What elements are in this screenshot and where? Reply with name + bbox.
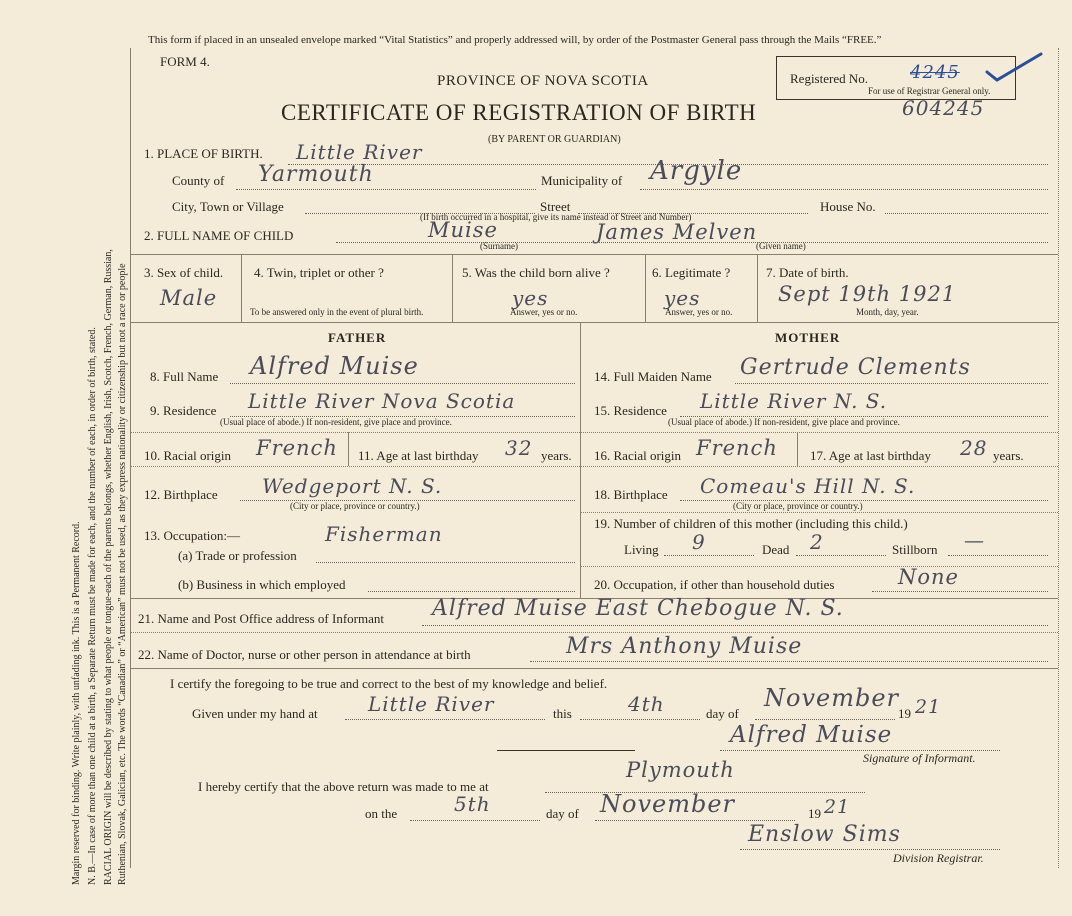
children-label: 19. Number of children of this mother (including this child.)	[594, 516, 908, 531]
mother-residence-label: 15. Residence	[594, 403, 667, 418]
county-label: County of	[172, 173, 225, 188]
legitimate-value: yes	[664, 286, 701, 310]
return-day-line	[410, 820, 540, 821]
mother-heading: MOTHER	[775, 330, 841, 345]
father-birthplace-value: Wedgeport N. S.	[262, 474, 443, 498]
father-residence-value: Little River Nova Scotia	[248, 389, 516, 413]
informant-label: 21. Name and Post Office address of Informant	[138, 611, 384, 626]
informant-value: Alfred Muise East Chebogue N. S.	[432, 596, 844, 621]
return-year-prefix: 19	[808, 806, 821, 821]
mother-age-label: 17. Age at last birthday	[810, 448, 931, 463]
return-month-line	[595, 820, 795, 821]
year-prefix: 19	[898, 706, 911, 721]
registered-number-hand: 604245	[902, 96, 985, 120]
mother-occupation-value: None	[898, 565, 959, 589]
dead-value: 2	[810, 530, 824, 554]
father-name-value: Alfred Muise	[250, 352, 419, 380]
check-mark-icon	[985, 50, 1045, 84]
month-line	[755, 719, 895, 720]
cert-top-line	[130, 668, 1058, 669]
return-statement: I hereby certify that the above return was made to me at	[198, 779, 489, 794]
return-month: November	[600, 790, 736, 818]
mother-age-years: years.	[993, 448, 1024, 463]
mother-racial-divider	[797, 432, 798, 466]
twin-note: To be answered only in the event of plural birth.	[250, 307, 424, 317]
registered-label: Registered No.	[790, 71, 868, 86]
mother-name-line	[735, 383, 1048, 384]
business-label: (b) Business in which employed	[178, 577, 346, 592]
father-residence-label: 9. Residence	[150, 403, 217, 418]
row20-top-line	[580, 566, 1058, 567]
living-line	[664, 555, 754, 556]
form-number: FORM 4.	[160, 54, 210, 69]
county-value: Yarmouth	[258, 162, 374, 187]
row3-divider-2	[452, 254, 453, 322]
municipality-label: Municipality of	[541, 173, 623, 188]
father-birthplace-label: 12. Birthplace	[144, 487, 218, 502]
page-subtitle: (BY PARENT OR GUARDIAN)	[488, 134, 621, 145]
municipality-value: Argyle	[650, 156, 743, 186]
child-name-line	[336, 242, 1048, 243]
mother-birthplace-note: (City or place, province or country.)	[733, 501, 863, 511]
father-occupation-value: Fisherman	[325, 522, 443, 546]
row12-top-line	[130, 466, 1058, 467]
certify-statement: I certify the foregoing to be true and correct to the best of my knowledge and belief.	[170, 676, 608, 691]
month-value: November	[764, 684, 900, 712]
registrar-label: Division Registrar.	[893, 851, 984, 865]
dob-value: Sept 19th 1921	[778, 282, 957, 306]
doctor-line	[530, 661, 1048, 662]
row3-divider-1	[241, 254, 242, 322]
twin-label: 4. Twin, triplet or other ?	[254, 265, 384, 280]
dead-label: Dead	[762, 542, 790, 557]
mother-birthplace-value: Comeau's Hill N. S.	[700, 474, 916, 498]
province-heading: PROVINCE OF NOVA SCOTIA	[437, 73, 649, 89]
father-residence-note: (Usual place of abode.) If non-resident, give place and province.	[220, 417, 452, 427]
day-label: day of	[706, 706, 739, 721]
child-given-name: James Melven	[596, 220, 758, 244]
row3-bottom-line	[130, 322, 1058, 323]
legitimate-label: 6. Legitimate ?	[652, 265, 731, 280]
doctor-value: Mrs Anthony Muise	[566, 634, 803, 659]
street-label: Street	[540, 199, 571, 214]
registrar-signature-line	[740, 849, 1000, 850]
trade-label: (a) Trade or profession	[178, 548, 297, 563]
informant-signature-label: Signature of Informant.	[863, 751, 976, 765]
house-line	[885, 213, 1048, 214]
mother-name-value: Gertrude Clements	[740, 355, 971, 380]
row3-divider-4	[757, 254, 758, 322]
mother-occupation-label: 20. Occupation, if other than household duties	[594, 577, 835, 592]
alive-value: yes	[512, 286, 549, 310]
stillborn-value: —	[964, 528, 985, 552]
margin-note-2: N. B.—In case of more than one child at a birth, a Separate Return must be made for each, and the number of each, in order of birth, stated.	[87, 327, 98, 885]
dob-label: 7. Date of birth.	[766, 265, 849, 280]
registered-value: 4245	[910, 62, 960, 83]
trade-line	[316, 562, 575, 563]
this-label: this	[553, 706, 572, 721]
given-place: Little River	[368, 692, 495, 716]
mother-occupation-line	[872, 591, 1048, 592]
city-label: City, Town or Village	[172, 199, 284, 214]
return-place: Plymouth	[626, 758, 735, 782]
on-label: on the	[365, 806, 398, 821]
father-name-line	[230, 383, 575, 384]
informant-line	[422, 625, 1048, 626]
house-label: House No.	[820, 199, 876, 214]
given-place-line	[345, 719, 545, 720]
return-year: 21	[824, 796, 851, 818]
county-line	[236, 189, 536, 190]
mother-racial-value: French	[696, 436, 778, 460]
page-title: CERTIFICATE OF REGISTRATION OF BIRTH	[281, 100, 757, 125]
father-racial-divider	[348, 432, 349, 466]
return-day: 5th	[454, 792, 491, 816]
day-value: 4th	[628, 692, 665, 716]
informant-signature: Alfred Muise	[730, 722, 893, 748]
dob-note: Month, day, year.	[856, 307, 919, 317]
row3-top-line	[130, 254, 1058, 255]
sex-label: 3. Sex of child.	[144, 265, 224, 280]
father-age-years: years.	[541, 448, 572, 463]
envelope-notice: This form if placed in an unsealed envelope marked “Vital Statistics” and properly addressed will, by order of the Postmaster General pass through the Mails “FREE.”	[148, 34, 882, 46]
place-of-birth-value: Little River	[296, 140, 423, 164]
year-value: 21	[915, 696, 942, 718]
mother-birthplace-label: 18. Birthplace	[594, 487, 668, 502]
surname-note: (Surname)	[480, 241, 518, 251]
dead-line	[796, 555, 886, 556]
parents-divider	[580, 322, 581, 598]
day-line	[580, 719, 700, 720]
margin-note-4: Ruthenian, Slovak, Galician, etc. The words “Canadian” or “American” must not be used, as they express nationality or citizenship but not a race or people	[117, 263, 128, 885]
living-value: 9	[692, 530, 706, 554]
row10-top-line	[130, 432, 1058, 433]
child-name-label: 2. FULL NAME OF CHILD	[144, 228, 294, 243]
mother-residence-note: (Usual place of abode.) If non-resident, give place and province.	[668, 417, 900, 427]
father-age-label: 11. Age at last birthday	[358, 448, 479, 463]
father-heading: FATHER	[328, 330, 387, 345]
hospital-note: (If birth occurred in a hospital, give its name instead of Street and Number)	[420, 212, 692, 222]
separator-line	[497, 750, 635, 751]
business-line	[368, 591, 575, 592]
right-border	[1058, 48, 1059, 868]
return-day-label: day of	[546, 806, 579, 821]
child-surname: Muise	[428, 218, 498, 242]
father-age-value: 32	[505, 436, 533, 460]
margin-note-1: Margin reserved for binding. Write plainly, with unfading ink. This is a Permanent Record.	[71, 521, 82, 885]
registrar-signature: Enslow Sims	[748, 822, 901, 847]
given-label: Given under my hand at	[192, 706, 318, 721]
father-name-label: 8. Full Name	[150, 369, 219, 384]
left-border	[130, 48, 131, 868]
stillborn-line	[948, 555, 1048, 556]
place-of-birth-label: 1. PLACE OF BIRTH.	[144, 146, 263, 161]
mother-name-label: 14. Full Maiden Name	[594, 369, 712, 384]
row3-divider-3	[645, 254, 646, 322]
mother-age-value: 28	[960, 436, 988, 460]
alive-label: 5. Was the child born alive ?	[462, 265, 610, 280]
margin-note-3: RACIAL ORIGIN will be described by stating to what people or tongue-each of the parents belongs, whether English, Irish, Scotch, French, German, Russian,	[103, 249, 114, 885]
doctor-label: 22. Name of Doctor, nurse or other person in attendance at birth	[138, 647, 471, 662]
father-racial-label: 10. Racial origin	[144, 448, 232, 463]
stillborn-label: Stillborn	[892, 542, 938, 557]
given-note: (Given name)	[756, 241, 806, 251]
sex-value: Male	[160, 286, 218, 310]
mother-residence-value: Little River N. S.	[700, 389, 888, 413]
living-label: Living	[624, 542, 659, 557]
mother-racial-label: 16. Racial origin	[594, 448, 682, 463]
municipality-line	[640, 189, 1048, 190]
alive-note: Answer, yes or no.	[510, 307, 578, 317]
row22-top-line	[130, 632, 1058, 633]
legitimate-note: Answer, yes or no.	[665, 307, 733, 317]
father-racial-value: French	[256, 436, 338, 460]
father-birthplace-note: (City or place, province or country.)	[290, 501, 420, 511]
row19-top-line	[580, 512, 1058, 513]
father-occupation-label: 13. Occupation:—	[144, 528, 241, 543]
registered-note: For use of Registrar General only.	[868, 86, 991, 96]
